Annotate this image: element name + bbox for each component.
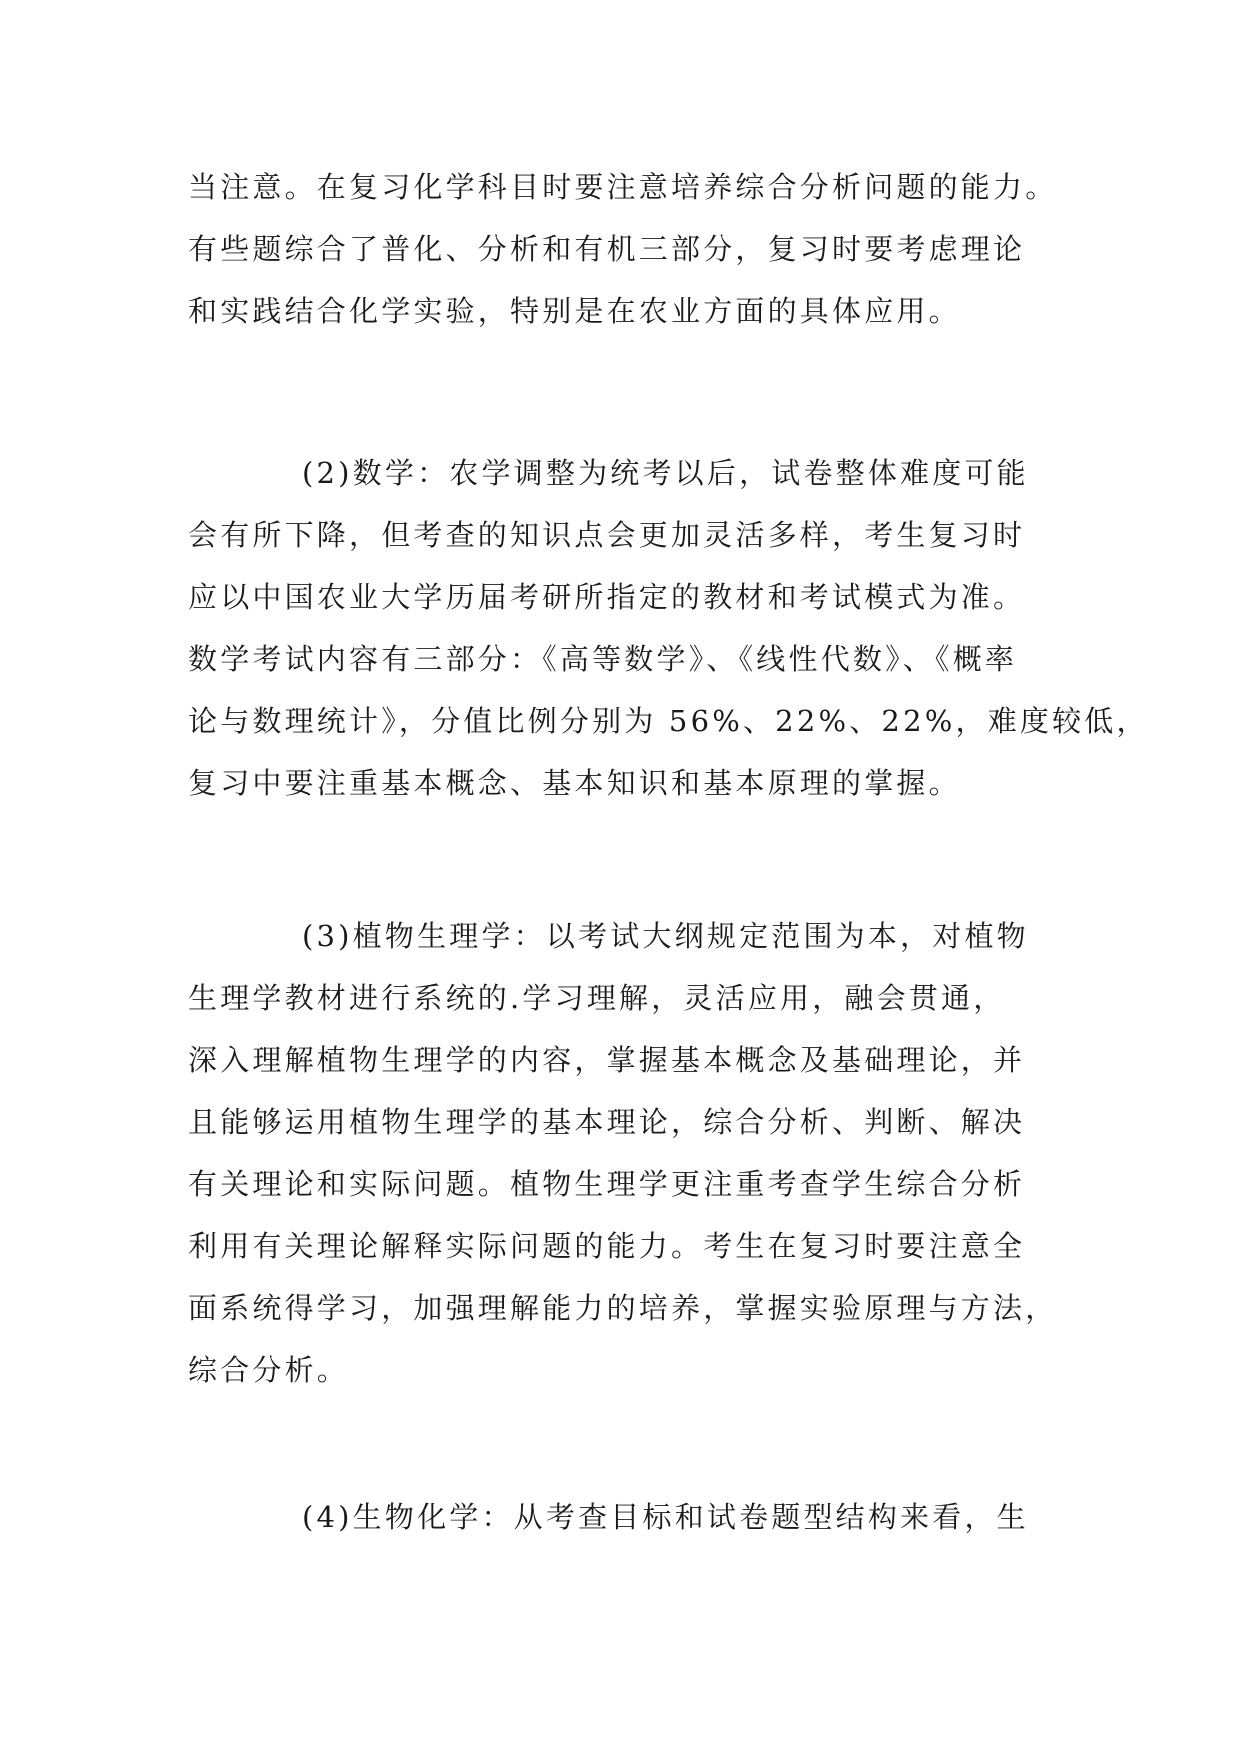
- text-line: 复习中要注重基本概念、基本知识和基本原理的掌握。: [188, 766, 961, 800]
- text-line: 论与数理统计》，分值比例分别为 56%、22%、22%，难度较低，: [188, 704, 1149, 738]
- text-line: 综合分析。: [188, 1353, 350, 1387]
- text-line: 生理学教材进行系统的.学习理解，灵活应用，融会贯通，: [188, 981, 1006, 1015]
- text-line: 利用有关理论解释实际问题的能力。考生在复习时要注意全: [188, 1229, 1026, 1263]
- paragraph-chemistry-continued: [188, 156, 1088, 342]
- text-line: 当注意。在复习化学科目时要注意培养综合分析问题的能力。: [188, 170, 1058, 204]
- text-line: 面系统得学习，加强理解能力的培养，掌握实验原理与方法，: [188, 1291, 1058, 1325]
- text-line: 会有所下降，但考查的知识点会更加灵活多样，考生复习时: [188, 518, 1026, 552]
- text-line: (3)植物生理学：以考试大纲规定范围为本，对植物: [302, 919, 1029, 953]
- text-line: 有些题综合了普化、分析和有机三部分，复习时要考虑理论: [188, 232, 1026, 266]
- text-line: 应以中国农业大学历届考研所指定的教材和考试模式为准。: [188, 580, 1026, 614]
- text-line: 深入理解植物生理学的内容，掌握基本概念及基础理论，并: [188, 1043, 1026, 1077]
- text-line: (4)生物化学：从考查目标和试卷题型结构来看，生: [302, 1500, 1029, 1534]
- text-line: 数学考试内容有三部分：《高等数学》、《线性代数》、《概率: [188, 642, 1018, 676]
- text-line: 和实践结合化学实验，特别是在农业方面的具体应用。: [188, 294, 961, 328]
- paragraph-mathematics: [188, 442, 1149, 814]
- paragraph-biochemistry: [188, 1486, 1088, 1548]
- paragraph-plant-physiology: [188, 905, 1088, 1401]
- text-line: 有关理论和实际问题。植物生理学更注重考查学生综合分析: [188, 1167, 1026, 1201]
- text-line: 且能够运用植物生理学的基本理论，综合分析、判断、解决: [188, 1105, 1026, 1139]
- text-line: (2)数学：农学调整为统考以后，试卷整体难度可能: [302, 456, 1029, 490]
